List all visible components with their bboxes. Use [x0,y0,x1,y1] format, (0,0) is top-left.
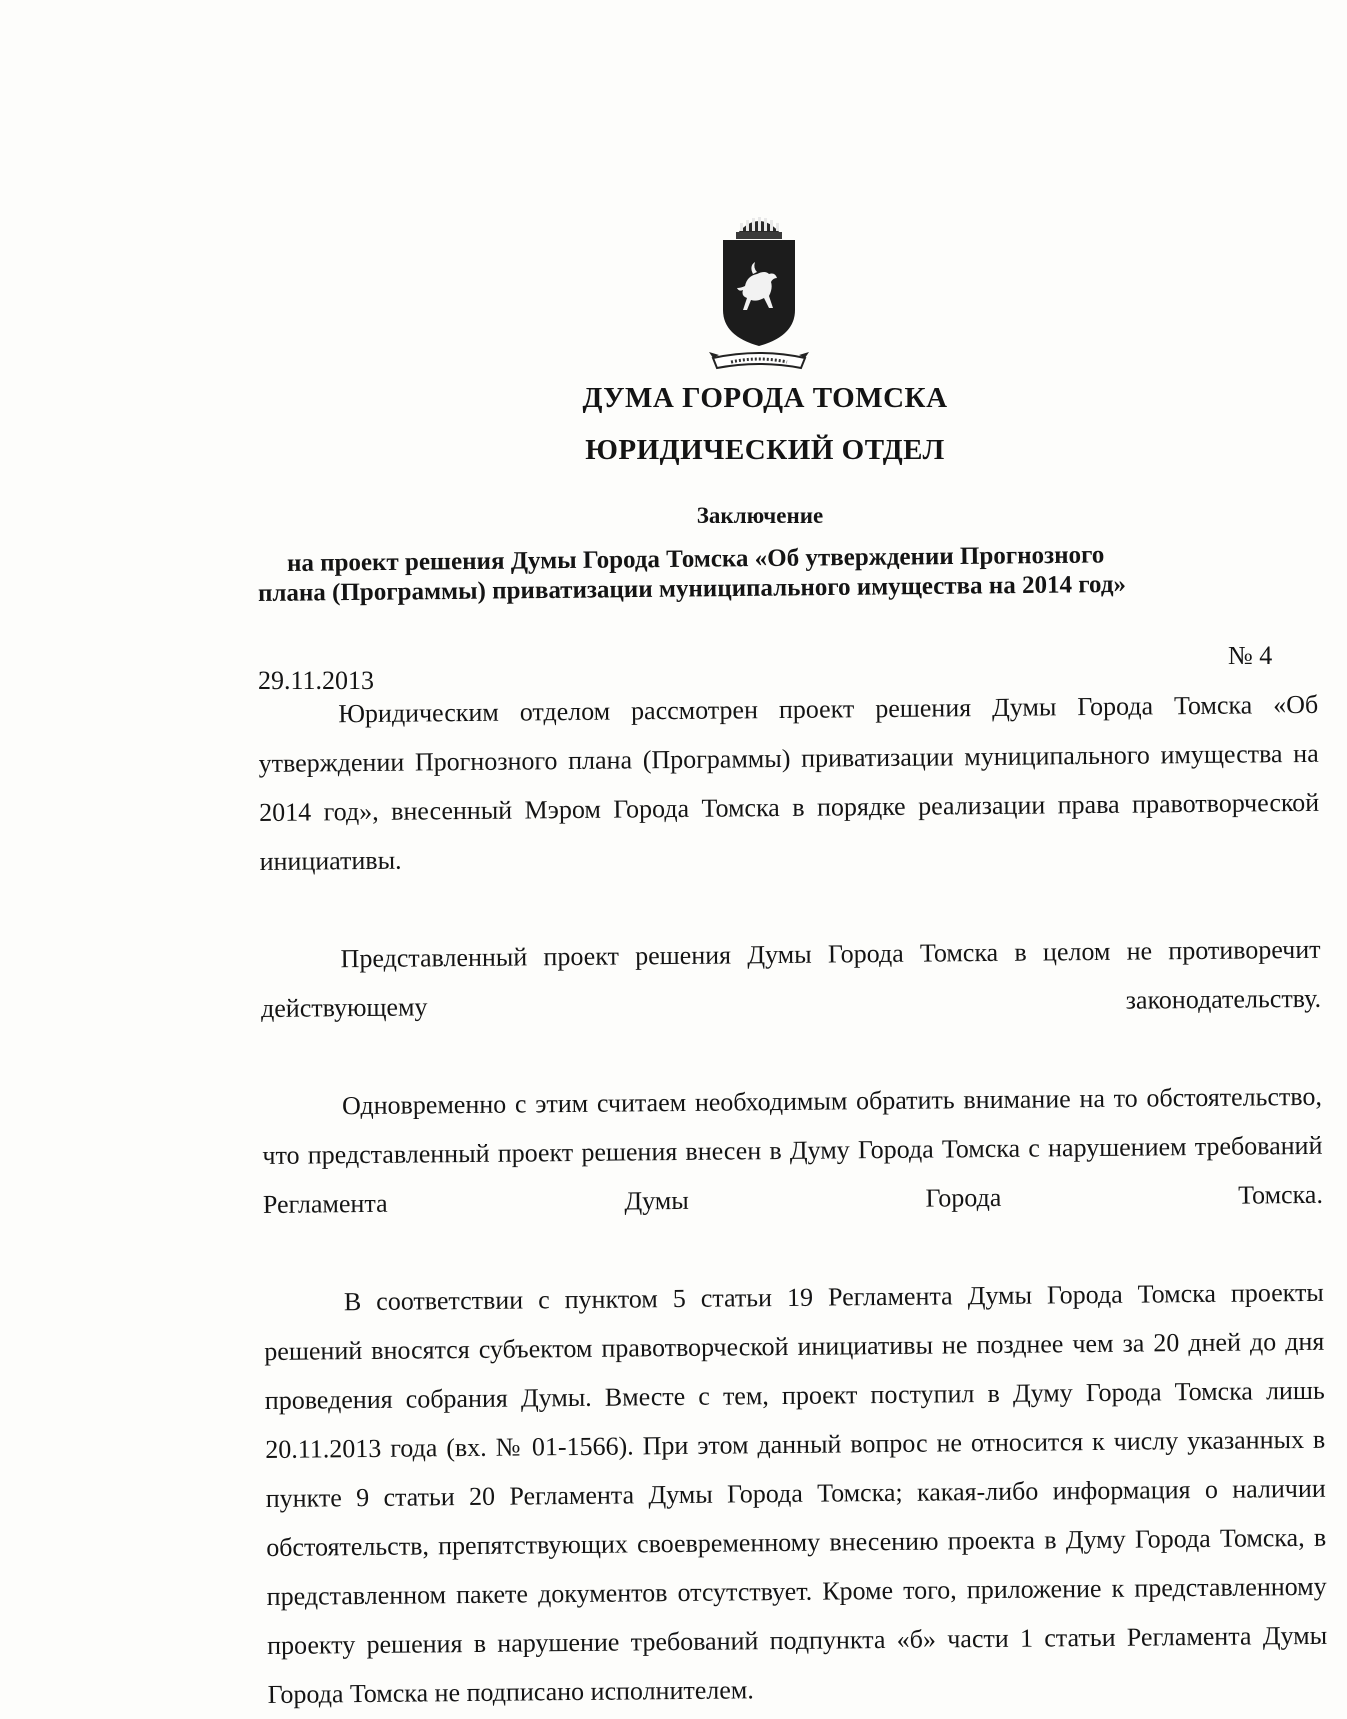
org-name: ДУМА ГОРОДА ТОМСКА [582,382,948,414]
paragraph: Представленный проект решения Думы Города Томска в целом не противоречит действующему законодательству. [260,934,1322,1023]
paragraph: В соответствии с пунктом 5 статьи 19 Регламента Думы Города Томска проекты решений вносятся субъектом правотворческой инициативы не позднее чем за 20 дней до дня проведения собрания Думы. Вместе с тем, проект поступил в Думу Города Томска лишь 20.11.2013 года (вх. № 01-1566). При этом данный вопрос не относится к числу указанных в пункте 9 статьи 20 Регламента Думы Города Томска; какая-либо информация о наличии обстоятельств, препятствующих своевременному внесению проекта в Думу Города Томска, в представленном пакете документов отсутствует. Кроме того, приложение к представленному проекту решения в нарушение требований подпункта «б» части 1 статьи Регламента Думы Города Томска не подписано исполнителем. [264,1277,1328,1709]
document-date: 29.11.2013 [258,666,375,695]
body-text [258,680,1328,1719]
document-type: Заключение [696,503,824,528]
subject-line-2: плана (Программы) приватизации муниципального имущества на 2014 год» [257,570,1127,607]
subject-line-1: на проект решения Думы Города Томска «Об утверждении Прогнозного [286,541,1105,577]
department-name: ЮРИДИЧЕСКИЙ ОТДЕЛ [585,434,945,466]
crown-icon [736,217,782,239]
document-number: № 4 [1228,641,1273,670]
paragraph: Юридическим отделом рассмотрен проект решения Думы Города Томска «Об утверждении Прогнозного плана (Программы) приватизации муниципального имущества на 2014 год», внесенный Мэром Города Томска в порядке реализации права правотворческой инициативы. [258,689,1320,876]
tomsk-coat-of-arms-icon [709,212,809,380]
paragraph: Одновременно с этим считаем необходимым обратить внимание на то обстоятельство, что представленный проект решения внесен в Думу Города Томска с нарушением требований Регламента Думы Города Томска. [262,1081,1324,1219]
ribbon-icon [709,352,809,368]
